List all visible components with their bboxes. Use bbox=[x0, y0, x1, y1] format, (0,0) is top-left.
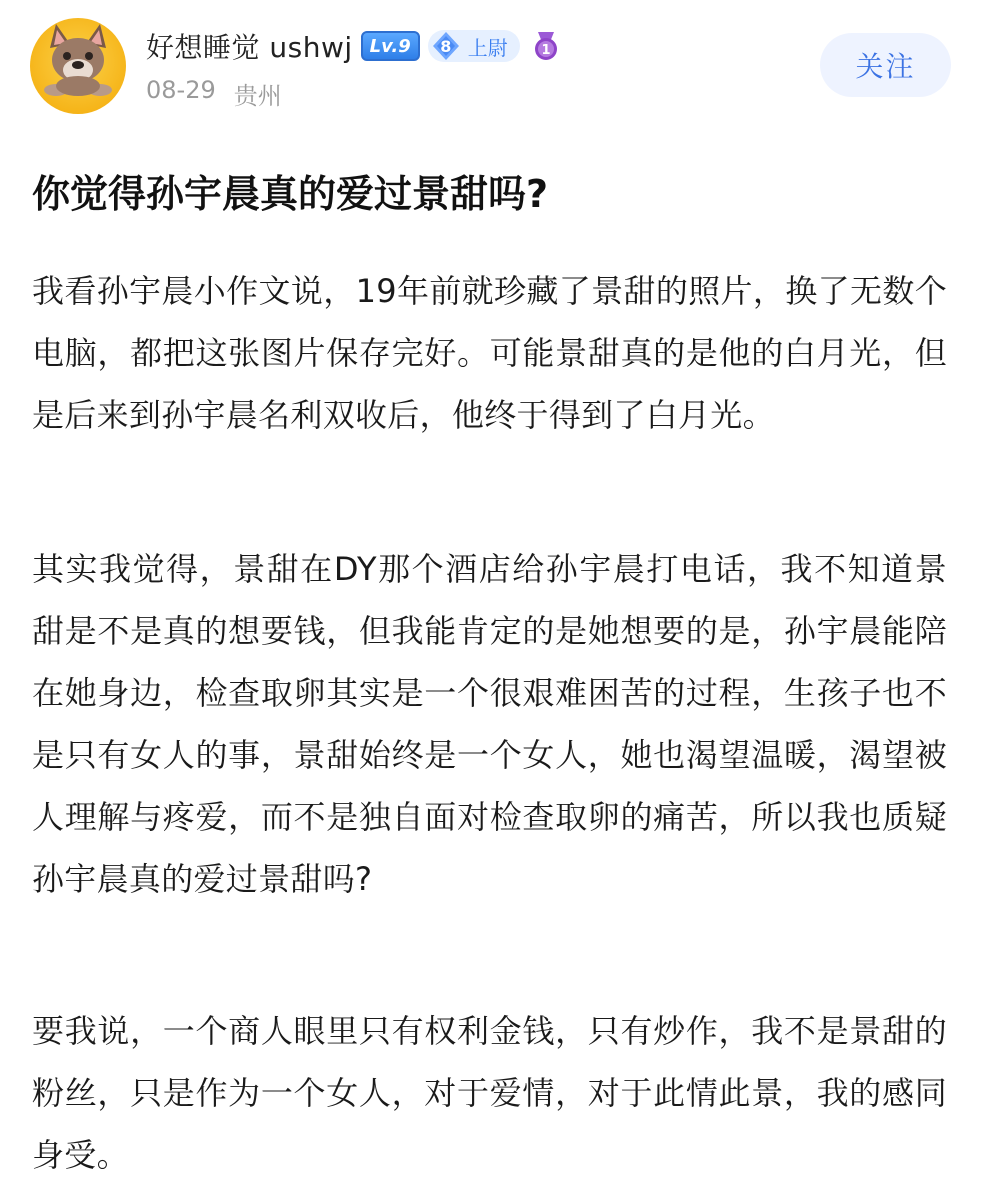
follow-button[interactable]: 关注 bbox=[820, 33, 951, 97]
french-bulldog-icon bbox=[30, 18, 126, 114]
author-name[interactable]: 好想睡觉 ushwj bbox=[146, 31, 353, 64]
rank-number: 8 bbox=[440, 36, 452, 56]
medal-number: 1 bbox=[541, 43, 551, 58]
post-header bbox=[0, 0, 981, 130]
rank-title: 上尉 bbox=[467, 35, 508, 60]
medal-icon bbox=[530, 30, 562, 62]
rank-badge bbox=[428, 30, 520, 62]
diamond-icon bbox=[430, 30, 462, 62]
level-badge: Lv.9 bbox=[361, 31, 420, 61]
post-paragraph-2: 其实我觉得，景甜在DY那个酒店给孙宇晨打电话，我不知道景甜是不是真的想要钱，但我能肯定的是她想要的是，孙宇晨能陪在她身边，检查取卵其实是一个很艰难困苦的过程，生孩子也不是只有女人的事，景甜始终是一个女人，她也渴望温暖，渴望被人理解与疼爱，而不是独自面对检查取卵的痛苦，所以我也质疑孙宇晨真的爱过景甜吗? bbox=[32, 550, 947, 898]
post-paragraph-3: 要我说，一个商人眼里只有权利金钱，只有炒作，我不是景甜的粉丝，只是作为一个女人，对于爱情，对于此情此景，我的感同身受。 bbox=[32, 1012, 947, 1174]
avatar[interactable] bbox=[30, 18, 126, 114]
post-date: 08-29 bbox=[146, 76, 216, 104]
post-meta bbox=[146, 76, 282, 111]
post-paragraph-1: 我看孙宇晨小作文说，19年前就珍藏了景甜的照片，换了无数个电脑，都把这张图片保存完好。可能景甜真的是他的白月光，但是后来到孙宇晨名利双收后，他终于得到了白月光。 bbox=[32, 272, 947, 434]
username-row bbox=[146, 24, 562, 68]
post-location: 贵州 bbox=[233, 82, 282, 110]
post-title: 你觉得孙宇晨真的爱过景甜吗? bbox=[32, 172, 549, 216]
